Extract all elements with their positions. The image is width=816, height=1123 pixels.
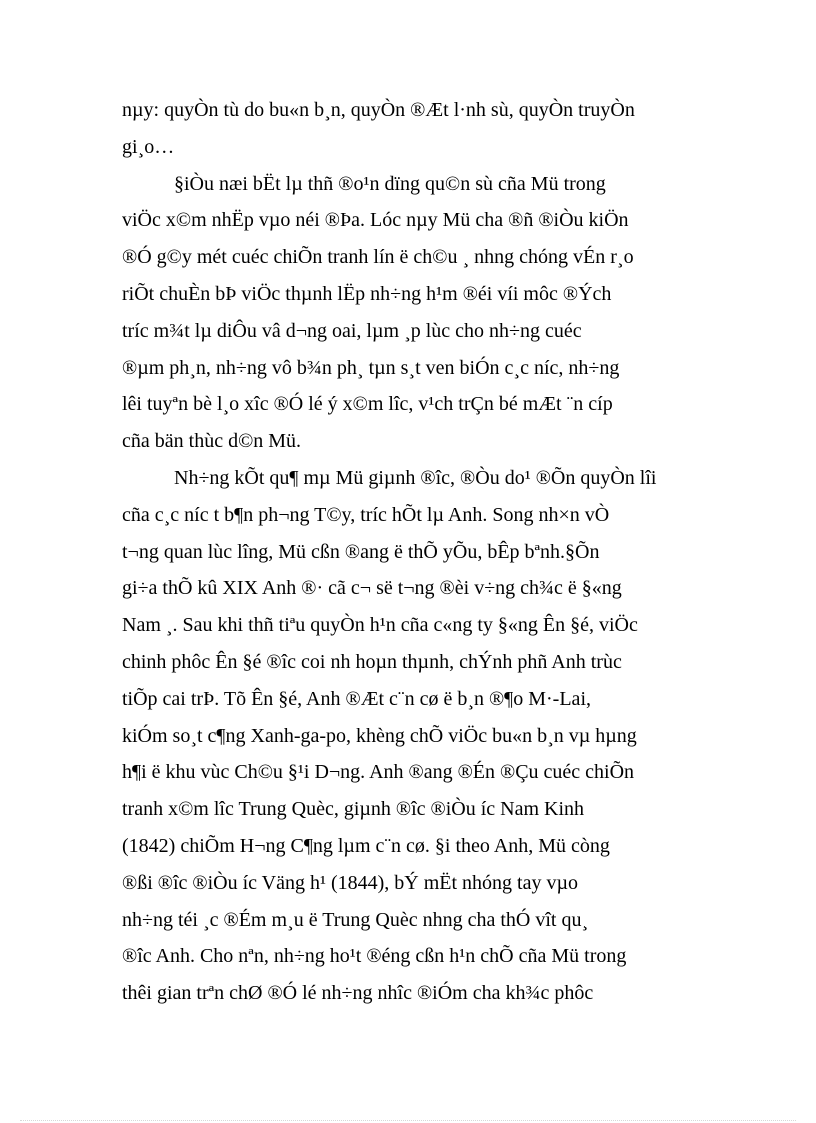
text-line: tiÕp cai trÞ. Tõ Ên §é, Anh ®Æt c¨n cø ë b¸n ®¶o M·-Lai,: [122, 687, 591, 710]
text-line: cña c¸c níc t b¶n ph¬ng T©y, tríc hÕt lµ Anh. Song nh×n vÒ: [122, 503, 610, 526]
text-line: gi¸o…: [122, 135, 175, 158]
text-line: lêi tuyªn bè l¸o xîc ®Ó lé ý x©m lîc, v¹ch trÇn bé mÆt ¨n cíp: [122, 393, 613, 416]
text-line: ®Ó g©y mét cuéc chiÕn tranh lín ë ch©u ¸ nhng chóng vÉn r¸o: [122, 246, 634, 269]
text-line: riÕt chuÈn bÞ viÖc thµnh lËp nh÷ng h¹m ®éi víi môc ®Ých: [122, 282, 612, 305]
page-bottom-divider: [20, 1120, 796, 1121]
text-line: Nam ¸. Sau khi thñ tiªu quyÒn h¹n cña c«ng ty §«ng Ên §é, viÖc: [122, 614, 638, 637]
text-line: nµy: quyÒn tù do bu«n b¸n, quyÒn ®Æt l·nh sù, quyÒn truyÒn: [122, 99, 635, 121]
text-line: ®µm ph¸n, nh÷ng vô b¾n ph¸ tµn s¸t ven biÓn c¸c níc, nh÷ng: [122, 356, 620, 379]
text-line: t¬ng quan lùc lîng, Mü cßn ®ang ë thÕ yÕu, bÊp bªnh.§Õn: [122, 540, 600, 563]
text-line: cña bän thùc d©n Mü.: [122, 430, 302, 453]
text-line: ®ßi ®îc ®iÒu íc Väng h¹ (1844), bÝ mËt nhóng tay vµo: [122, 871, 579, 894]
text-line: nh÷ng téi ¸c ®Ém m¸u ë Trung Quèc nhng cha thÓ vît qu¸: [122, 908, 589, 931]
body-text: [122, 92, 702, 1012]
text-line: kiÓm so¸t c¶ng Xanh-ga-po, khèng chÕ viÖc bu«n b¸n vµ hµng: [122, 724, 637, 747]
text-line: ®îc Anh. Cho nªn, nh÷ng ho¹t ®éng cßn h¹n chÕ cña Mü trong: [122, 945, 627, 968]
text-line: chinh phôc Ên §é ®îc coi nh hoµn thµnh, chÝnh phñ Anh trùc: [122, 650, 622, 673]
text-line: gi÷a thÕ kû XIX Anh ®· cã c¬ së t¬ng ®èi v÷ng ch¾c ë §«ng: [122, 577, 622, 600]
text-line: tranh x©m lîc Trung Quèc, giµnh ®îc ®iÒu íc Nam Kinh: [122, 798, 585, 821]
text-line: viÖc x©m nhËp vµo néi ®Þa. Lóc nµy Mü cha ®ñ ®iÒu kiÖn: [122, 209, 629, 232]
text-line: thêi gian trªn chØ ®Ó lé nh÷ng nhîc ®iÓm cha kh¾c phôc: [122, 982, 594, 1005]
paragraph-start-line: Nh÷ng kÕt qu¶ mµ Mü giµnh ®îc, ®Òu do¹ ®Õn quyÒn lîi: [174, 466, 657, 489]
paragraph-start-line: §iÒu næi bËt lµ thñ ®o¹n dïng qu©n sù cña Mü trong: [174, 172, 606, 195]
text-line: (1842) chiÕm H¬ng C¶ng lµm c¨n cø. §i theo Anh, Mü còng: [122, 834, 610, 857]
text-line: h¶i ë khu vùc Ch©u §¹i D¬ng. Anh ®ang ®Én ®Çu cuéc chiÕn: [122, 761, 635, 784]
text-line: tríc m¾t lµ diÔu vâ d¬ng oai, lµm ¸p lùc cho nh÷ng cuéc: [122, 319, 582, 342]
